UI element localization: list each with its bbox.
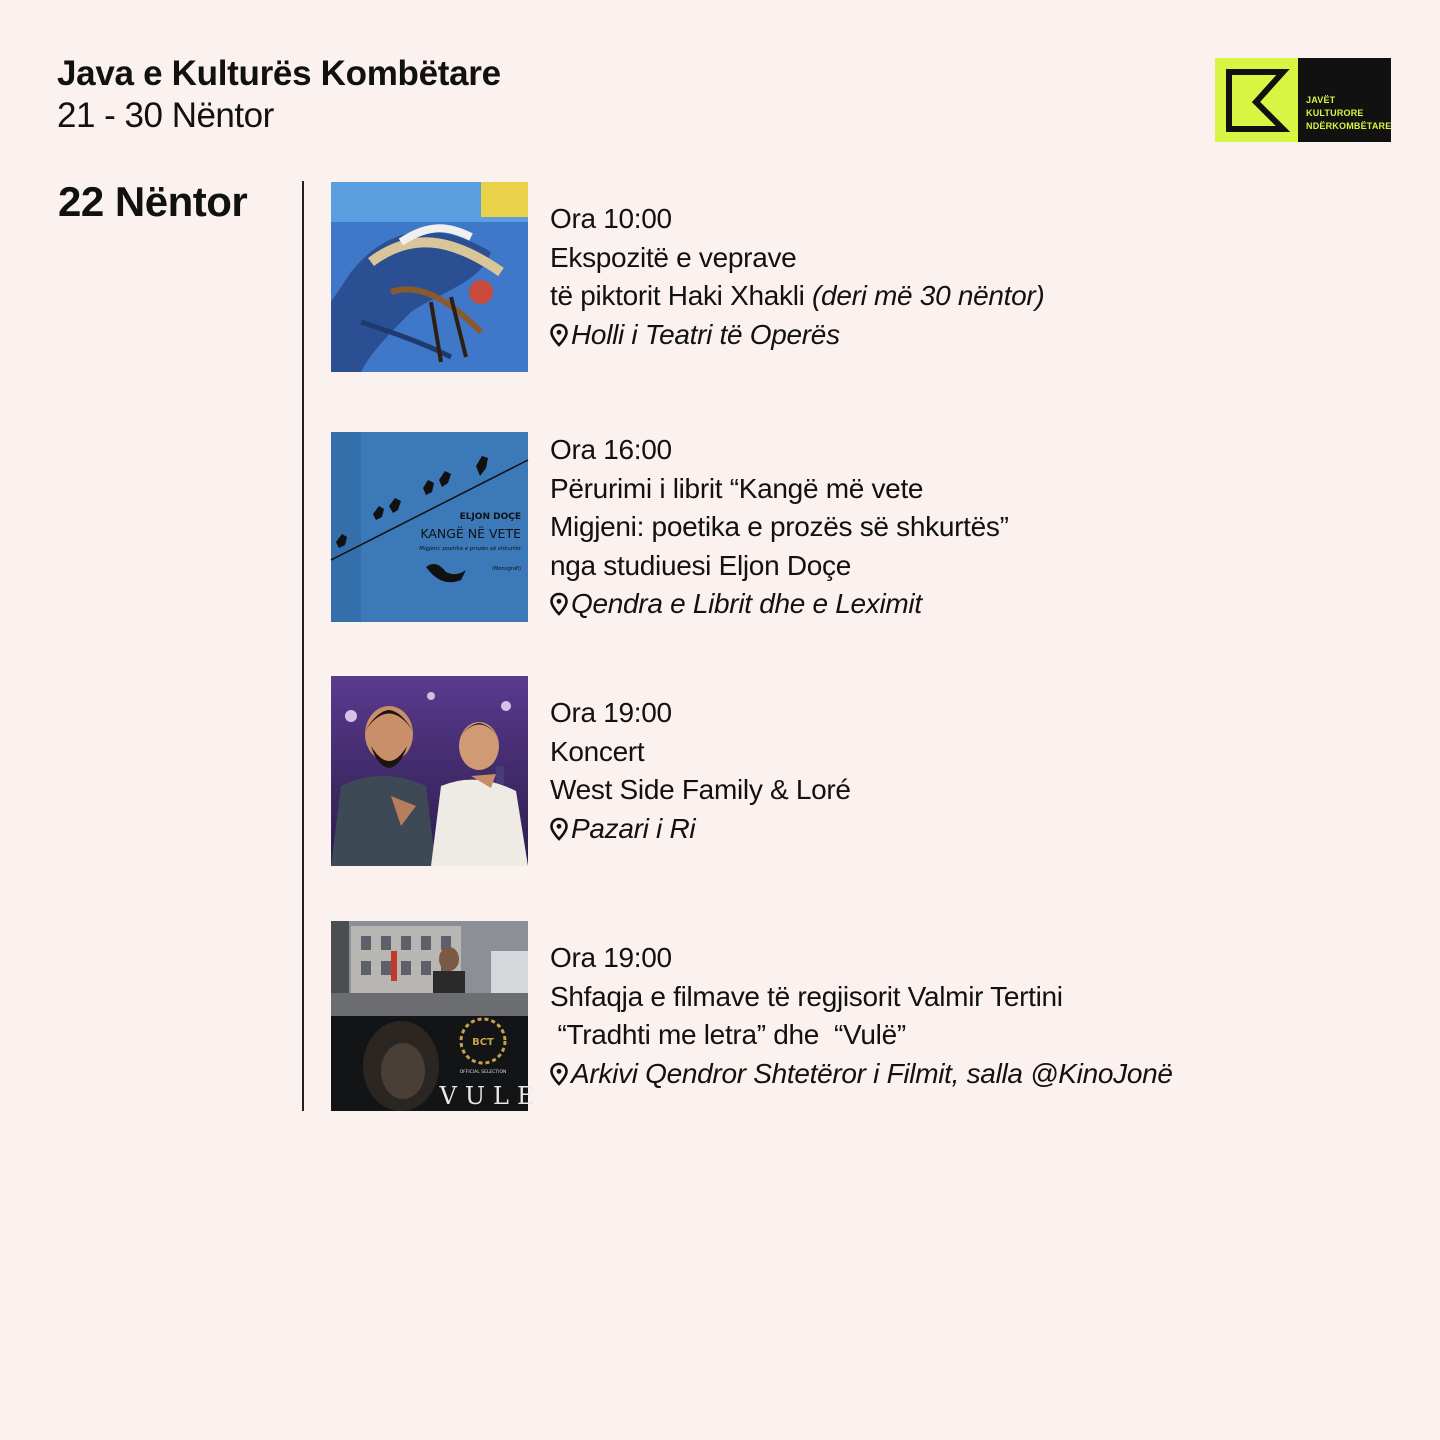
- event-location: [550, 810, 851, 849]
- location-pin-icon: [550, 818, 568, 840]
- award-selection: OFFICIAL SELECTION: [459, 1070, 507, 1075]
- logo-line: JAVËT: [1306, 95, 1336, 105]
- book-author: ELJON DOÇE: [459, 512, 521, 523]
- event-title-line: Ekspozitë e veprave: [550, 241, 797, 273]
- date-range: 21 - 30 Nëntor: [57, 96, 274, 135]
- event-title-line: Migjeni: poetika e prozës së shkurtës”: [550, 511, 1009, 542]
- event-location-text: Holli i Teatri të Operës: [571, 318, 840, 350]
- location-pin-icon: [550, 1063, 568, 1085]
- header: [57, 54, 501, 138]
- event-time: Ora 19:00: [550, 697, 672, 728]
- logo-line: KULTURORE: [1306, 108, 1364, 118]
- event-location-text: Pazari i Ri: [571, 812, 696, 844]
- book-title: KANGË NË VETE: [420, 526, 521, 542]
- event-title-line: West Side Family & Loré: [550, 774, 851, 805]
- event-info: [550, 431, 1009, 624]
- event-info: [550, 200, 1044, 354]
- event-item: [331, 431, 1009, 624]
- event-title-line: [550, 277, 1044, 316]
- book-cover-thumbnail: [331, 432, 528, 622]
- event-location: [550, 585, 1009, 624]
- event-time: Ora 19:00: [550, 942, 672, 973]
- event-info: [550, 939, 1173, 1093]
- event-title-line: “Tradhti me letra” dhe “Vulë”: [550, 1019, 906, 1050]
- event-item: [331, 182, 1044, 372]
- event-title-text: të piktorit Haki Xhakli: [550, 280, 805, 311]
- book-tag: (Monografi): [492, 566, 521, 573]
- concert-photo-thumbnail: [331, 676, 528, 866]
- logo-line: NDËRKOMBËTARE: [1306, 121, 1392, 131]
- film-poster-thumbnail: [331, 921, 543, 1111]
- event-location: [550, 1055, 1173, 1094]
- location-pin-icon: [550, 593, 568, 615]
- event-title-line: Përurimi i librit “Kangë më vete: [550, 472, 924, 504]
- event-info: [550, 694, 851, 848]
- book-subtitle: Migjeni: poetika e prozës së shkurtër: [419, 546, 521, 553]
- event-title-line: nga studiuesi Eljon Doçe: [550, 549, 851, 581]
- award-badge: BCT: [472, 1037, 494, 1048]
- event-location: [550, 316, 1044, 355]
- logo: [1215, 58, 1392, 142]
- event-item: [331, 676, 851, 866]
- event-item: [331, 921, 1173, 1111]
- event-title-line: Koncert: [550, 735, 645, 767]
- logo-text: [1298, 58, 1391, 142]
- painting-thumbnail: [331, 182, 528, 372]
- page-title: Java e Kulturës Kombëtare: [57, 54, 501, 93]
- event-note: (deri më 30 nëntor): [812, 280, 1045, 311]
- logo-k-icon: [1215, 58, 1298, 142]
- location-pin-icon: [550, 324, 568, 346]
- poster-title: VULE: [439, 1082, 543, 1110]
- event-time: Ora 16:00: [550, 434, 672, 465]
- event-time: Ora 10:00: [550, 203, 672, 234]
- event-location-text: Qendra e Librit dhe e Leximit: [571, 588, 922, 619]
- event-title-line: Shfaqja e filmave të regjisorit Valmir Tertini: [550, 980, 1063, 1012]
- day-heading: 22 Nëntor: [58, 178, 248, 225]
- timeline-divider: [302, 181, 304, 1111]
- event-location-text: Arkivi Qendror Shtetëror i Filmit, salla @KinoJonë: [571, 1057, 1173, 1089]
